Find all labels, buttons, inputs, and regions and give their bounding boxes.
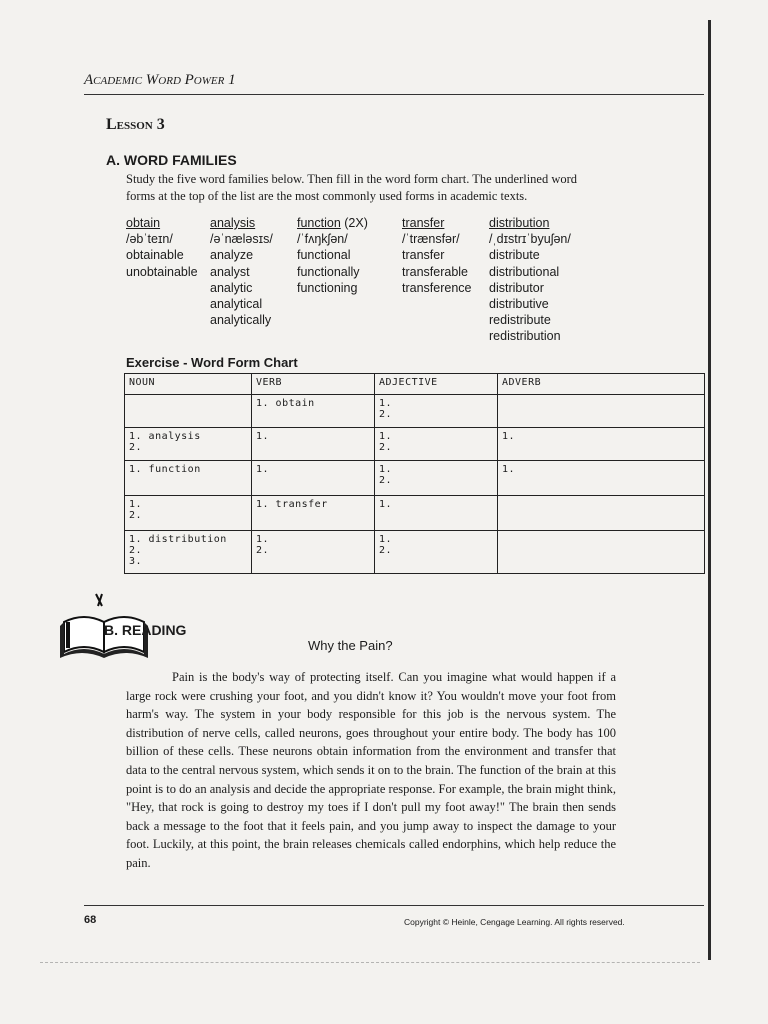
verb-cell[interactable]: 1. transfer [252, 496, 375, 531]
family-head: obtain [126, 216, 161, 230]
chart-row-analysis [125, 428, 705, 461]
family-form: transference [402, 280, 472, 295]
family-form: redistribute [489, 313, 551, 328]
noun-cell[interactable]: 1. function [125, 461, 252, 496]
word-family-distribution [489, 215, 571, 345]
family-pronunciation: /ˈtrænsfər/ [402, 232, 460, 247]
noun-cell[interactable]: 1. analysis 2. [125, 428, 252, 461]
word-family-analysis [210, 215, 273, 328]
chart-row-obtain [125, 395, 705, 428]
family-pronunciation: /ˌdɪstrɪˈbyuʃən/ [489, 232, 571, 247]
verb-cell[interactable]: 1. [252, 428, 375, 461]
adjective-cell[interactable]: 1. 2. [375, 428, 498, 461]
scan-artifact [40, 962, 700, 964]
adverb-cell[interactable] [498, 496, 705, 531]
family-form: analyst [210, 264, 250, 279]
family-form: redistribution [489, 329, 561, 344]
family-form: transferable [402, 264, 469, 279]
family-head-note: (2X) [340, 216, 368, 230]
word-family-function [297, 215, 368, 296]
family-form: functional [297, 248, 351, 263]
adverb-cell[interactable] [498, 395, 705, 428]
family-head: analysis [210, 216, 256, 230]
section-a-heading: A. WORD FAMILIES [106, 152, 237, 168]
noun-cell[interactable] [125, 395, 252, 428]
reading-title: Why the Pain? [308, 638, 393, 653]
section-b-heading: B. READING [104, 622, 187, 638]
adjective-cell[interactable]: 1. 2. [375, 461, 498, 496]
family-form: analytical [210, 297, 263, 312]
family-form: functionally [297, 264, 360, 279]
lesson-title: Lesson 3 [106, 116, 165, 133]
family-form: distributive [489, 297, 549, 312]
family-pronunciation: /əˈnæləsɪs/ [210, 232, 273, 247]
noun-cell[interactable]: 1. distribution 2. 3. [125, 531, 252, 574]
header-verb: VERB [252, 374, 375, 395]
family-form: analyze [210, 248, 254, 263]
page-number: 68 [84, 914, 97, 926]
family-form: analytically [210, 313, 272, 328]
word-form-chart [124, 373, 705, 574]
adjective-cell[interactable]: 1. 2. [375, 395, 498, 428]
running-header: Academic Word Power 1 [84, 72, 236, 88]
adverb-cell[interactable]: 1. [498, 461, 705, 496]
header-rule [84, 94, 704, 95]
chart-row-distribution [125, 531, 705, 574]
chart-row-transfer [125, 496, 705, 531]
family-form: obtainable [126, 248, 184, 263]
family-head: function [297, 216, 341, 230]
verb-cell[interactable]: 1. obtain [252, 395, 375, 428]
family-pronunciation: /əbˈteɪn/ [126, 232, 173, 247]
family-form: distributional [489, 264, 560, 279]
page-edge [708, 20, 711, 960]
family-form: transfer [402, 248, 445, 263]
family-head-line [297, 215, 368, 231]
reading-paragraph: Pain is the body's way of protecting itself. Can you imagine what would happen if a large rock were crushing your foot, and you didn't know it? You wouldn't move your foot from harm's way. The system in your body responsible for this job is the nervous system. The distribution of nerve cells, called neurons, goes throughout your entire body. The body has 100 billion of these cells. These neurons obtain information from the environment and transfer that data to the central nervous system, which sends it on to the brain. The function of the brain at this point is to do an analysis and decide the appropriate response. For example, the brain might think, "Hey, that rock is going to destroy my toes if I don't pull my foot away!" The brain then sends back a message to the foot that it feels pain, and you jump away to inspect the damage to your foot. Luckily, at this point, the brain releases chemicals called endorphins, which help reduce the pain. [126, 670, 616, 870]
word-family-transfer [402, 215, 471, 296]
family-form: analytic [210, 280, 253, 295]
section-a-instructions: Study the five word families below. Then fill in the word form chart. The underlined word forms at the top of the list are the most commonly used forms in academic texts. [126, 172, 578, 203]
family-head: transfer [402, 216, 445, 230]
verb-cell[interactable]: 1. 2. [252, 531, 375, 574]
noun-cell[interactable]: 1. 2. [125, 496, 252, 531]
verb-cell[interactable]: 1. [252, 461, 375, 496]
family-form: distribute [489, 248, 540, 263]
family-pronunciation: /ˈfʌŋkʃən/ [297, 232, 348, 247]
header-adverb: ADVERB [498, 374, 705, 395]
family-head: distribution [489, 216, 550, 230]
word-family-obtain [126, 215, 198, 280]
adverb-cell[interactable] [498, 531, 705, 574]
family-form: functioning [297, 280, 358, 295]
family-form: distributor [489, 280, 544, 295]
chart-row-function [125, 461, 705, 496]
header-adjective: ADJECTIVE [375, 374, 498, 395]
adjective-cell[interactable]: 1. [375, 496, 498, 531]
reading-passage [126, 668, 616, 873]
chart-header-row [125, 374, 705, 395]
copyright-notice: Copyright © Heinle, Cengage Learning. All rights reserved. [404, 917, 625, 927]
footer-rule [84, 905, 704, 906]
header-noun: NOUN [125, 374, 252, 395]
adjective-cell[interactable]: 1. 2. [375, 531, 498, 574]
family-form: unobtainable [126, 264, 198, 279]
adverb-cell[interactable]: 1. [498, 428, 705, 461]
exercise-title: Exercise - Word Form Chart [126, 355, 298, 370]
